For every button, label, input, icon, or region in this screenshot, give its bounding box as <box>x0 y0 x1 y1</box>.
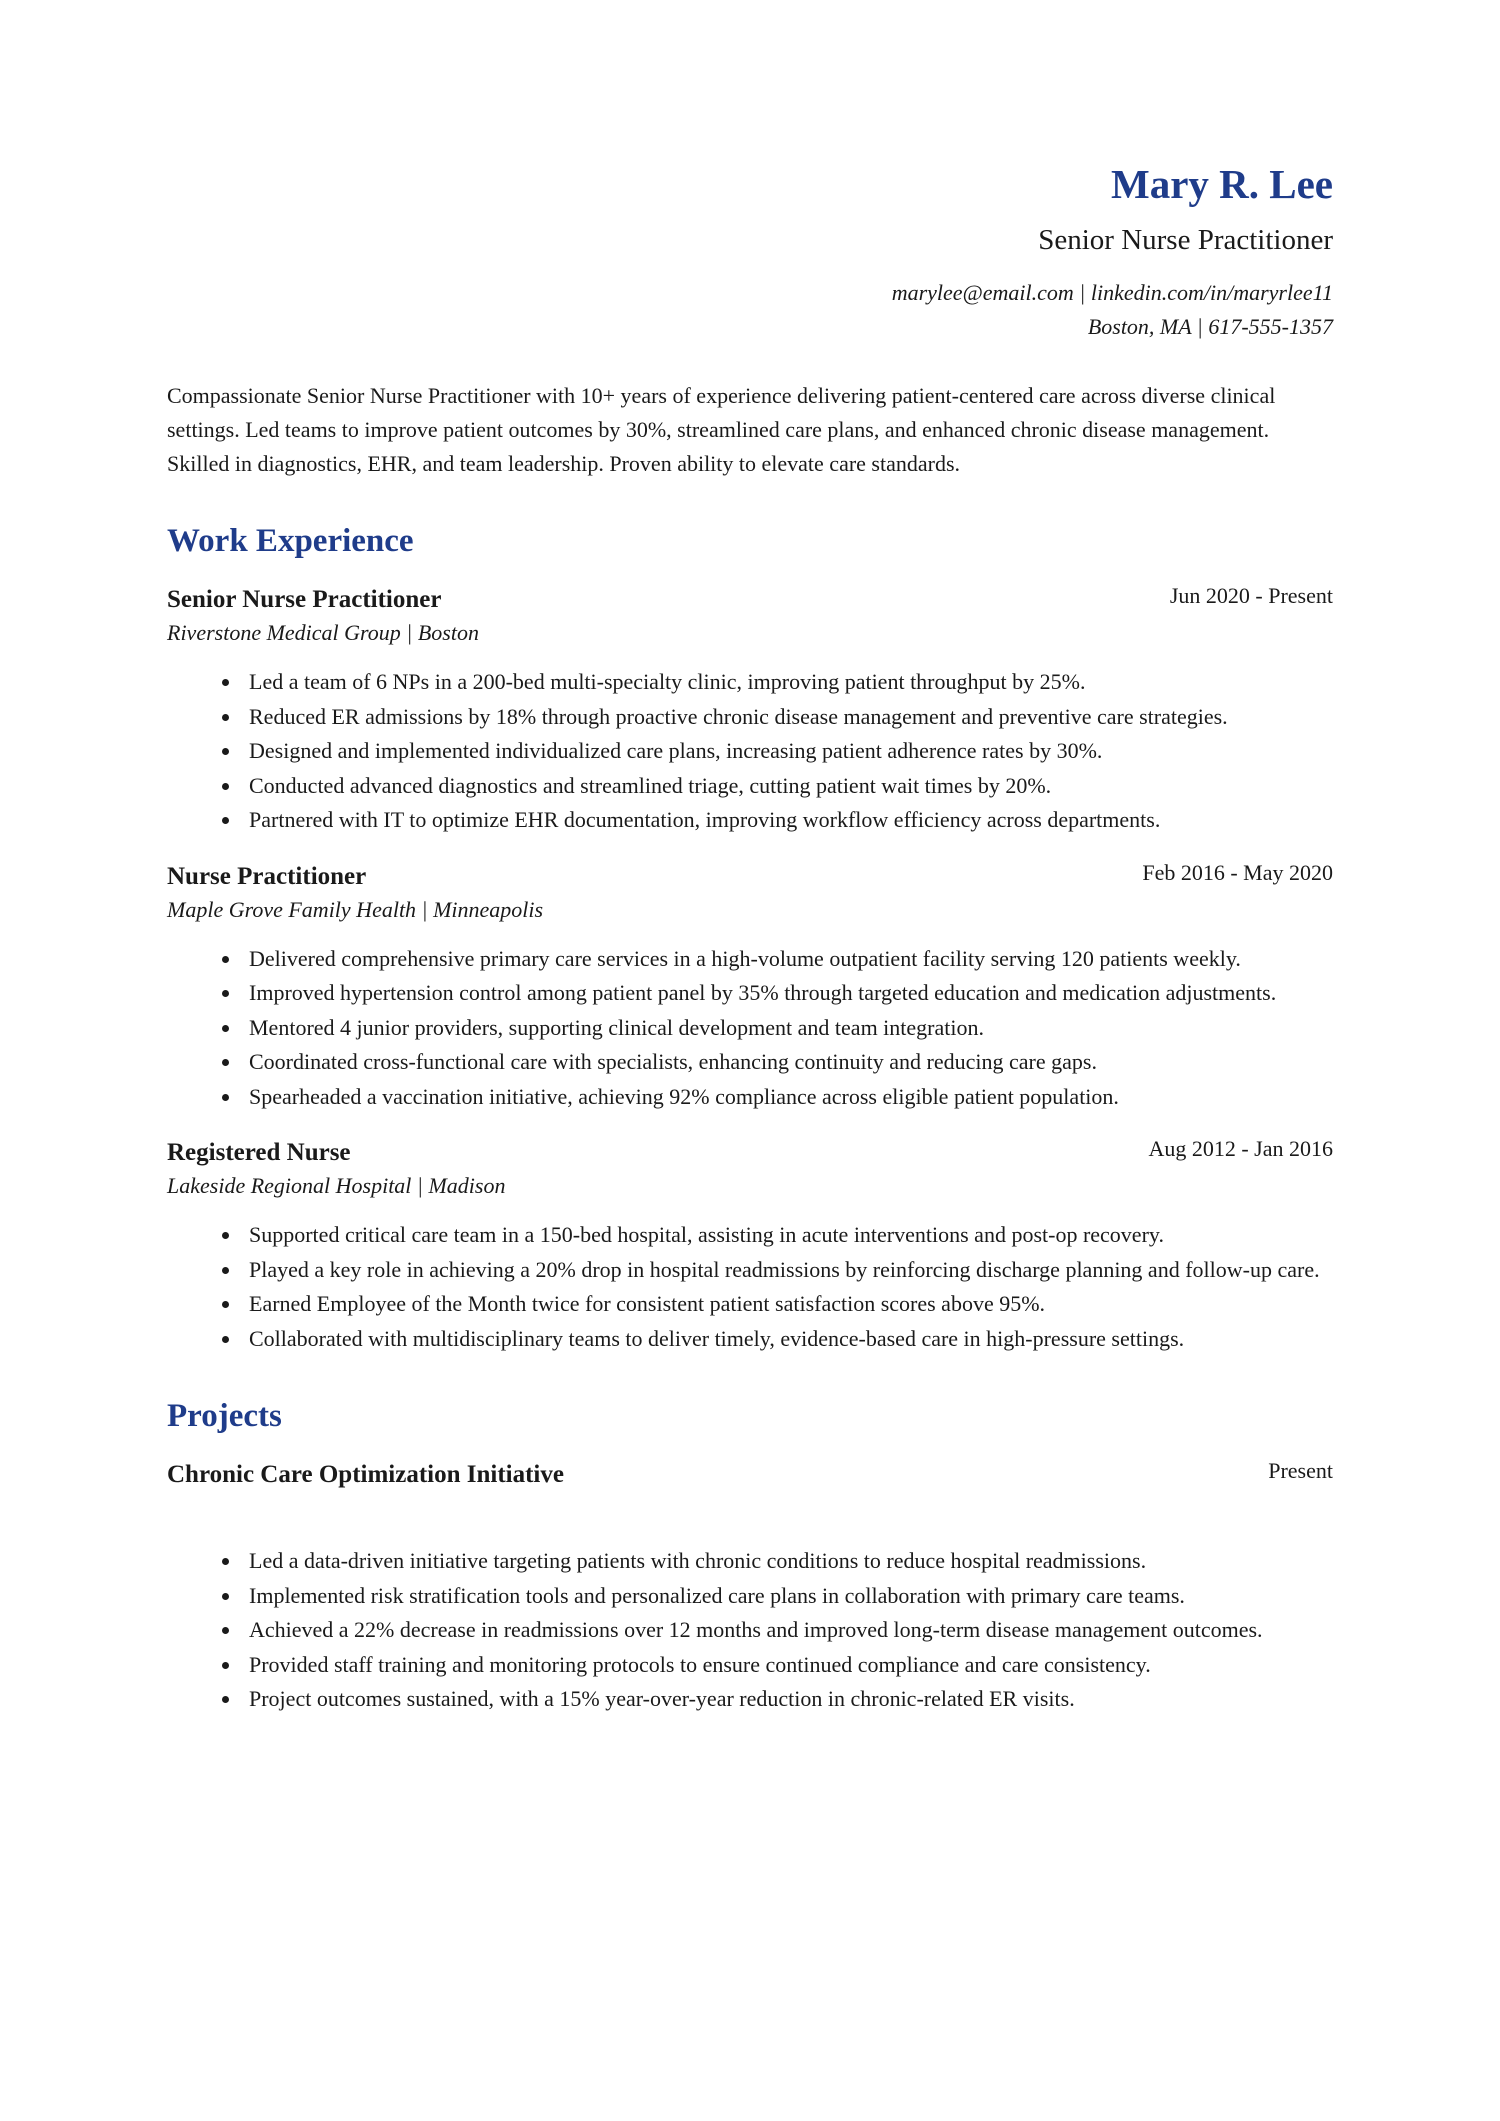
project-title: Chronic Care Optimization Initiative <box>167 1461 564 1488</box>
job-dates: Aug 2012 - Jan 2016 <box>1148 1136 1333 1161</box>
job-bullet: Supported critical care team in a 150-bed hospital, assisting in acute interventions and post-op recovery. <box>249 1218 1333 1253</box>
job-bullet: Played a key role in achieving a 20% drop in hospital readmissions by reinforcing discharge planning and follow-up care. <box>249 1253 1333 1288</box>
job-dates: Jun 2020 - Present <box>1169 583 1333 608</box>
project-bullet: Provided staff training and monitoring protocols to ensure continued compliance and care consistency. <box>249 1648 1333 1683</box>
candidate-name: Mary R. Lee <box>1111 161 1333 207</box>
section-title-work-experience: Work Experience <box>167 523 414 559</box>
contact-line-email-linkedin: marylee@email.com | linkedin.com/in/maryrlee11 <box>891 280 1333 305</box>
job-bullet: Reduced ER admissions by 18% through proactive chronic disease management and preventive care strategies. <box>249 700 1333 735</box>
job-bullet: Led a team of 6 NPs in a 200-bed multi-specialty clinic, improving patient throughput by 25%. <box>249 665 1333 700</box>
job-bullet: Earned Employee of the Month twice for consistent patient satisfaction scores above 95%. <box>249 1287 1333 1322</box>
job-bullet: Conducted advanced diagnostics and streamlined triage, cutting patient wait times by 20%. <box>249 769 1333 804</box>
job-header <box>167 585 1333 615</box>
job-header <box>167 1138 1333 1168</box>
project-bullet: Implemented risk stratification tools and personalized care plans in collaboration with primary care teams. <box>249 1579 1333 1614</box>
job-bullet-list <box>167 1218 1333 1356</box>
resume-header <box>167 0 1333 344</box>
job-entry <box>167 1138 1333 1356</box>
project-entry <box>167 1460 1333 1717</box>
job-organization: Lakeside Regional Hospital | Madison <box>167 1173 506 1198</box>
candidate-role: Senior Nurse Practitioner <box>1038 224 1333 256</box>
job-entry <box>167 859 1333 1115</box>
section-title-projects: Projects <box>167 1398 282 1434</box>
job-dates: Feb 2016 - May 2020 <box>1142 859 1333 885</box>
job-bullet-list <box>167 665 1333 838</box>
job-title: Senior Nurse Practitioner <box>167 586 442 613</box>
job-bullet-list <box>167 942 1333 1115</box>
job-bullet: Partnered with IT to optimize EHR documentation, improving workflow efficiency across departments. <box>249 803 1333 838</box>
job-bullet: Improved hypertension control among patient panel by 35% through targeted education and medication adjustments. <box>249 976 1333 1011</box>
job-bullet: Coordinated cross-functional care with specialists, enhancing continuity and reducing care gaps. <box>249 1045 1333 1080</box>
project-bullet: Project outcomes sustained, with a 15% year-over-year reduction in chronic-related ER visits. <box>249 1682 1333 1717</box>
job-header <box>167 859 1333 892</box>
job-organization: Maple Grove Family Health | Minneapolis <box>167 896 544 922</box>
job-bullet: Mentored 4 junior providers, supporting clinical development and team integration. <box>249 1011 1333 1046</box>
project-bullet: Achieved a 22% decrease in readmissions over 12 months and improved long-term disease management outcomes. <box>249 1613 1333 1648</box>
job-title: Nurse Practitioner <box>167 862 367 890</box>
project-bullet: Led a data-driven initiative targeting patients with chronic conditions to reduce hospital readmissions. <box>249 1544 1333 1579</box>
contact-info <box>167 276 1333 344</box>
job-bullet: Spearheaded a vaccination initiative, achieving 92% compliance across eligible patient population. <box>249 1080 1333 1115</box>
job-entry <box>167 585 1333 838</box>
job-title: Registered Nurse <box>167 1139 351 1166</box>
job-bullet: Collaborated with multidisciplinary teams to deliver timely, evidence-based care in high-pressure settings. <box>249 1322 1333 1357</box>
job-bullet: Designed and implemented individualized care plans, increasing patient adherence rates by 30%. <box>249 734 1333 769</box>
project-bullet-list <box>167 1544 1333 1717</box>
project-header <box>167 1460 1333 1490</box>
job-organization: Riverstone Medical Group | Boston <box>167 620 479 645</box>
professional-summary: Compassionate Senior Nurse Practitioner with 10+ years of experience delivering patient-centered care across diverse clinical settings. Led teams to improve patient outcomes by 30%, streamlined care plans, and enhanced chronic disease management. Skilled in diagnostics, EHR, and team leadership. Proven ability to elevate care standards. <box>167 383 1276 476</box>
contact-line-location-phone: Boston, MA | 617-555-1357 <box>1087 314 1333 339</box>
project-dates: Present <box>1268 1458 1333 1483</box>
job-bullet: Delivered comprehensive primary care services in a high-volume outpatient facility serving 120 patients weekly. <box>249 942 1333 977</box>
